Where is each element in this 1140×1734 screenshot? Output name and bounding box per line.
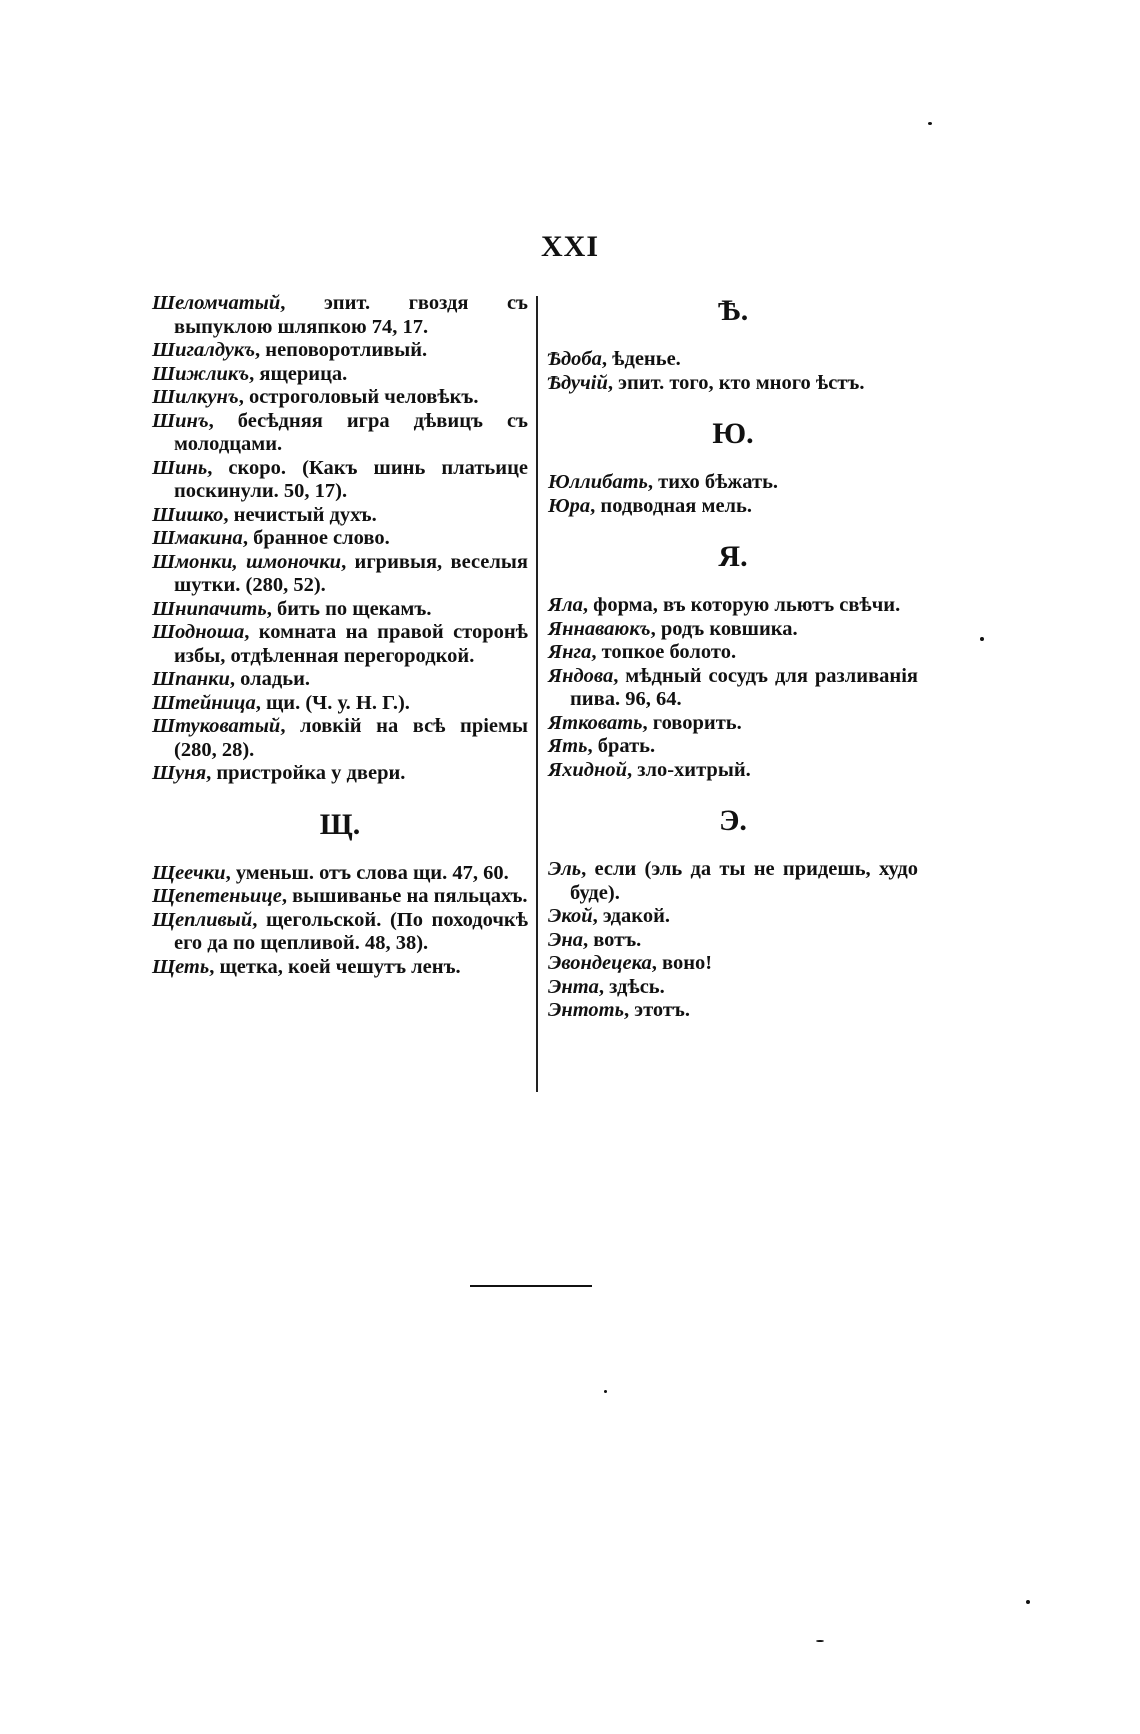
entry-definition: , этотъ. (623, 999, 691, 1021)
letter-heading-ya: Я. (718, 540, 748, 573)
entry-definition: , ловкій на всѣ пріемы (280, 28). (174, 715, 528, 761)
letter-heading-shch: Щ. (319, 807, 361, 841)
entry-definition: , мѣдный сосудъ для разливанія пива. 96, 64. (570, 664, 918, 710)
entries-yat (548, 348, 918, 395)
entry-definition: , тихо бѣжать. (647, 471, 779, 493)
dictionary-entry (548, 929, 918, 953)
entry-definition: , щегольской. (По походочкѣ его да по щепливой. 48, 38). (174, 908, 528, 954)
dictionary-entry (152, 457, 528, 504)
letter-heading-yu: Ю. (712, 417, 754, 450)
dictionary-entry (152, 527, 528, 551)
letter-heading-e: Э. (719, 804, 747, 837)
dictionary-entry (548, 735, 918, 759)
entry-headword: Шижликъ (152, 362, 250, 385)
dictionary-entry (152, 504, 528, 528)
entry-definition: , уменьш. отъ слова щи. 47, 60. (225, 861, 509, 884)
entry-headword: Яндова (548, 664, 614, 687)
entry-headword: Шигалдукъ (152, 339, 256, 361)
column-divider (536, 296, 538, 1092)
dictionary-entry (152, 339, 528, 363)
entry-headword: Штуковатый (152, 715, 281, 737)
entry-headword: Щеть (152, 955, 210, 978)
dictionary-entry (548, 471, 918, 495)
entry-definition: , бесѣдняя игра дѣвицъ съ молодцами. (174, 409, 528, 455)
entry-definition: , оладьи. (229, 668, 311, 690)
entry-headword: Юра (548, 494, 591, 517)
dictionary-entry (152, 551, 528, 598)
entry-headword: Шуня (152, 762, 207, 784)
entry-definition: , брать. (587, 735, 656, 757)
letter-heading-yat: Ѣ. (717, 294, 749, 327)
entry-definition: , воно! (651, 952, 713, 974)
entry-headword: Эна (548, 928, 583, 951)
entries-e (548, 858, 918, 1023)
entry-definition: , эдакой. (592, 905, 671, 927)
dictionary-entry (152, 598, 528, 622)
scan-speck (980, 637, 984, 641)
dictionary-entry (548, 372, 918, 396)
entry-definition: , комната на правой сторонѣ избы, отдѣленная перегородкой. (174, 621, 528, 667)
entry-headword: Шилкунъ (152, 386, 239, 408)
entry-headword: Шеломчатый (152, 292, 281, 314)
entry-headword: Экой (548, 905, 593, 927)
entry-definition: , эпит. гвоздя съ выпуклою шляпкою 74, 17. (174, 292, 528, 338)
entry-headword: Шинь (152, 456, 208, 479)
dictionary-entry (152, 621, 528, 668)
entry-definition: , бить по щекамъ. (266, 597, 432, 620)
entry-headword: Шнипачить (152, 597, 267, 620)
dictionary-entry (152, 956, 528, 980)
entry-headword: Шпанки (152, 668, 230, 690)
entry-headword: Щепливый (152, 908, 253, 931)
entry-headword: Шодноша (152, 621, 245, 643)
closing-rule (470, 1285, 592, 1287)
entry-definition: , ящерица. (249, 362, 348, 385)
entries-sh (152, 292, 528, 786)
entry-definition: , говорить. (642, 711, 742, 734)
entry-definition: , щетка, коей чешутъ ленъ. (209, 955, 461, 978)
entry-headword: Шинъ (152, 409, 209, 432)
entry-definition: , зло-хитрый. (626, 758, 751, 781)
entry-headword: Ѣдоба (548, 348, 602, 370)
entry-headword: Энтоть (548, 999, 624, 1021)
entry-definition: , родъ ковшика. (650, 617, 798, 640)
dictionary-entry (548, 665, 918, 712)
dictionary-entry (152, 909, 528, 956)
dictionary-entry (152, 762, 528, 786)
entry-headword: Янга (548, 641, 592, 663)
entry-headword: Эвондецека (548, 952, 652, 974)
entry-definition: , здѣсь. (598, 975, 665, 998)
entry-headword: Ѣдучій (548, 371, 608, 394)
dictionary-entry (152, 885, 528, 909)
entry-headword: Шмонки, шмоночки (152, 550, 342, 573)
entry-headword: Яла (548, 594, 583, 616)
entry-definition: , форма, въ которую льютъ свѣчи. (582, 594, 901, 616)
dictionary-entry (152, 410, 528, 457)
entry-headword: Ятковать (548, 711, 643, 734)
dictionary-entry (548, 348, 918, 372)
dictionary-entry (548, 976, 918, 1000)
entry-headword: Щепетеньице (152, 885, 282, 907)
entry-definition: , топкое болото. (591, 641, 737, 663)
entry-definition: , скоро. (Какъ шинь платьице поскинули. 50, 17). (174, 456, 528, 502)
entry-definition: , остроголовый человѣкъ. (238, 386, 479, 408)
dictionary-entry (548, 618, 918, 642)
entries-ya (548, 594, 918, 782)
scan-speck (1026, 1600, 1030, 1604)
entry-headword: Щеечки (152, 861, 226, 884)
entry-definition: , бранное слово. (242, 527, 390, 549)
dictionary-entry (548, 594, 918, 618)
entry-definition: , вотъ. (582, 928, 642, 951)
dictionary-entry (548, 495, 918, 519)
dictionary-entry (152, 692, 528, 716)
entry-headword: Юллибать (548, 471, 648, 493)
entry-definition: , нечистый духъ. (223, 503, 377, 526)
dictionary-entry (152, 862, 528, 886)
scan-speck (604, 1390, 607, 1393)
entry-definition: , подводная мель. (590, 494, 753, 517)
entry-headword: Ять (548, 735, 588, 757)
entry-definition: , эпит. того, кто много ѣстъ. (607, 371, 865, 394)
dictionary-entry (548, 905, 918, 929)
entry-definition: , игривыя, веселыя шутки. (280, 52). (174, 550, 528, 596)
entries-yu (548, 471, 918, 518)
page-number: XXI (540, 230, 599, 263)
entry-headword: Яхидной (548, 758, 627, 781)
left-column (152, 292, 528, 979)
dictionary-entry (548, 759, 918, 783)
entries-shch (152, 862, 528, 980)
entry-headword: Эль (548, 858, 582, 880)
dictionary-entry (548, 641, 918, 665)
entry-definition: , вышиванье на пяльцахъ. (281, 885, 528, 907)
dictionary-entry (548, 858, 918, 905)
dictionary-entry (152, 363, 528, 387)
entry-definition: , если (эль да ты не придешь, худо буде). (570, 858, 918, 904)
dictionary-entry (152, 715, 528, 762)
dictionary-entry (152, 386, 528, 410)
dictionary-entry (548, 952, 918, 976)
dictionary-entry (548, 712, 918, 736)
entry-definition: , ѣденье. (601, 348, 681, 370)
entry-definition: , пристройка у двери. (206, 762, 406, 784)
entry-headword: Энта (548, 975, 599, 998)
entry-headword: Шишко (152, 503, 224, 526)
entry-headword: Шмакина (152, 527, 243, 549)
scan-speck (928, 122, 932, 125)
dictionary-entry (548, 999, 918, 1023)
entry-definition: , щи. (Ч. у. Н. Г.). (255, 691, 410, 714)
dictionary-entry (152, 668, 528, 692)
right-column (548, 292, 918, 1023)
entry-definition: , неповоротливый. (255, 339, 428, 361)
entry-headword: Штейница (152, 691, 256, 714)
dictionary-entry (152, 292, 528, 339)
scan-speck (816, 1640, 824, 1642)
entry-headword: Яннаваюкъ (548, 617, 651, 640)
